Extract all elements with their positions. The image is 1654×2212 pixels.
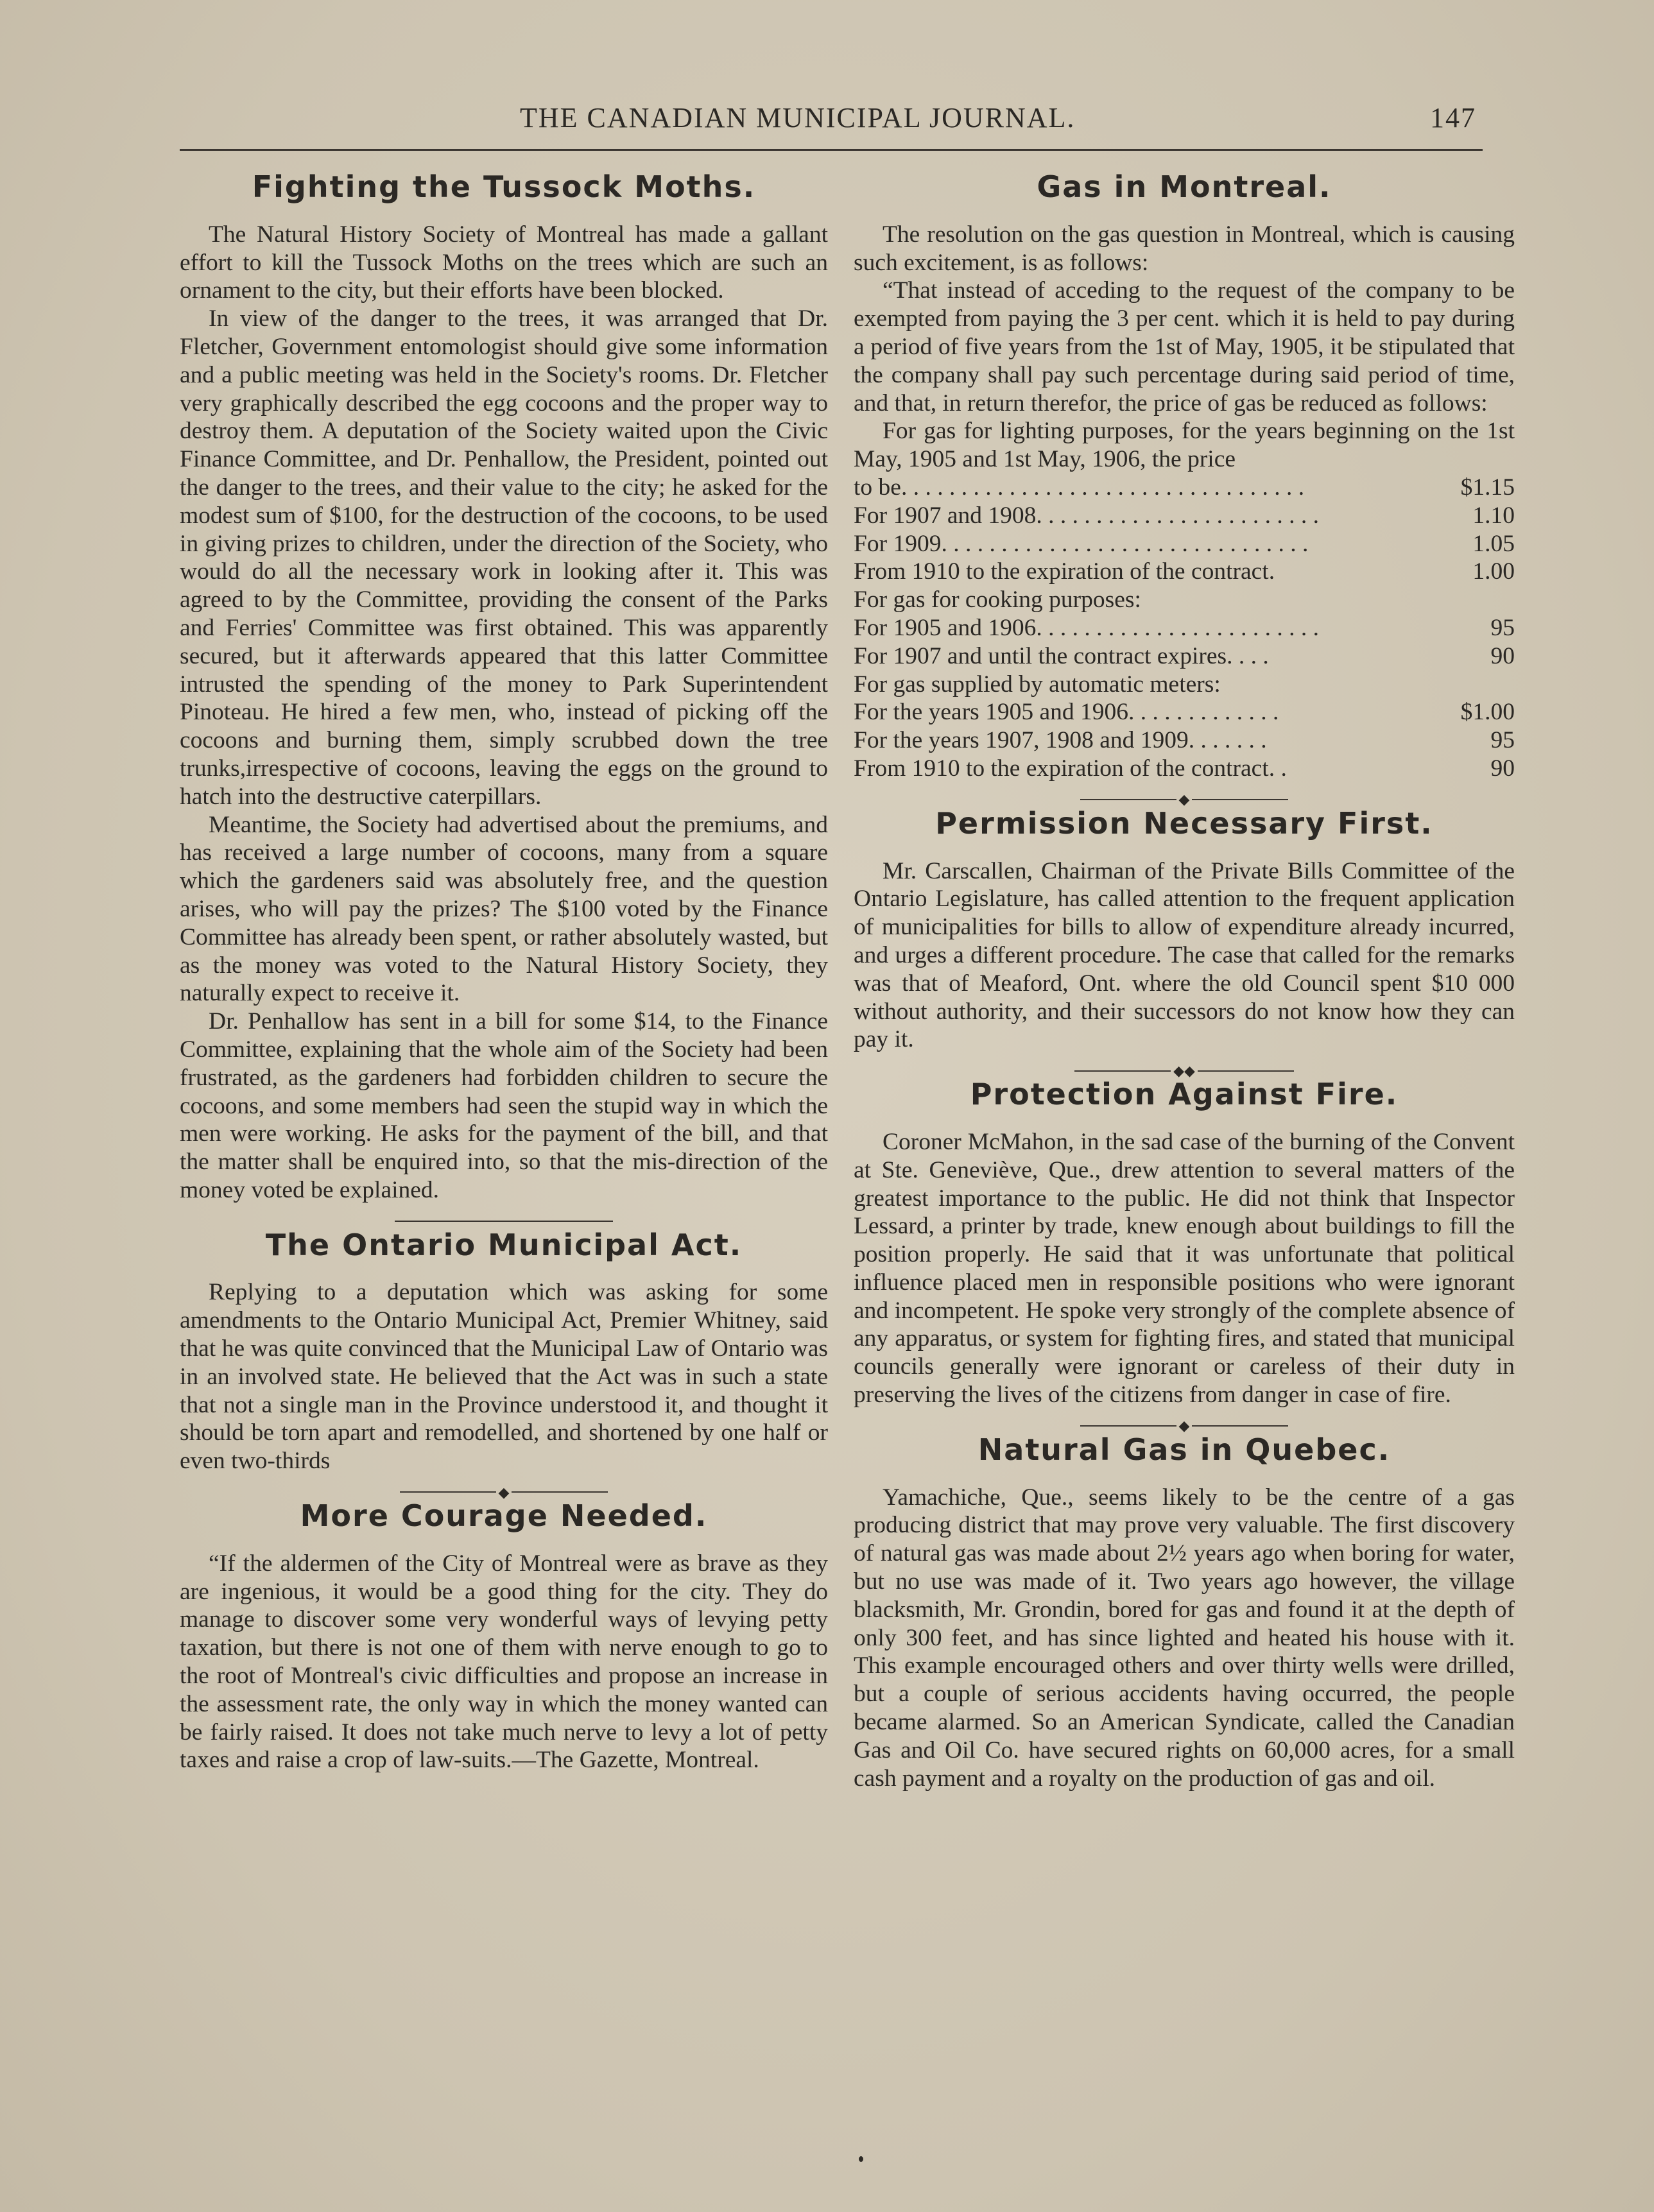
rate-row — [854, 558, 1515, 586]
rate-row — [854, 614, 1515, 642]
rate-value: $1.15 — [1460, 474, 1515, 501]
article-title-courage: More Courage Needed. — [300, 1498, 708, 1534]
rate-label: For 1909. . . . . . . . . . . . . . . . . . . . . . . . . . . . . . . — [854, 530, 1309, 557]
rate-label: For 1907 and 1908. . . . . . . . . . . . . . . . . . . . . . . . — [854, 502, 1319, 529]
rate-label: For the years 1907, 1908 and 1909. . . . . . . — [854, 727, 1267, 754]
rate-row — [854, 726, 1515, 755]
article-title-permission: Permission Necessary First. — [935, 805, 1433, 841]
rate-row — [854, 474, 1515, 502]
paragraph: Dr. Penhallow has sent in a bill for some $14, to the Finance Committee, explaining that the whole aim of the Society had been frustrated, as the gardeners had forbidden children to secure the cocoons, and some members had seen the stupid way in which the men were working. He asks for the payment of the bill, and that the matter shall be enquired into, so that the mis-direction of the money voted be explained. — [180, 1008, 828, 1203]
rate-label: From 1910 to the expiration of the contract. . — [854, 755, 1287, 782]
rate-row — [854, 642, 1515, 671]
rate-label: For 1905 and 1906. . . . . . . . . . . . . . . . . . . . . . . . — [854, 614, 1319, 641]
paragraph: Coroner McMahon, in the sad case of the burning of the Convent at Ste. Geneviève, Que., drew attention to several matters of the greatest importance to the public. He did not think that Inspector Lessard, a printer by trade, knew enough about buildings to fill the position properly. He said that it was unfortunate that political influence placed men in responsible positions who were ignorant and incompetent. He spoke very strongly of the complete absence of any apparatus, or system for fighting fires, and stated that municipal councils generally were ignorant or careless of their duty in preserving the lives of the citizens from danger in case of fire. — [854, 1128, 1515, 1409]
article-title-natural-gas: Natural Gas in Quebec. — [978, 1432, 1391, 1467]
rate-value — [1508, 586, 1515, 614]
paragraph: Mr. Carscallen, Chairman of the Private Bills Committee of the Ontario Legislature, has called attention to the frequent application of municipalities for bills to allow of expenditure already incurred, and urges a different procedure. The case that called for the remarks was that of Meaford, Ont. where the old Council spent $10 000 without authority, and their successors do not know how they can pay it. — [854, 857, 1515, 1053]
rate-row — [854, 671, 1515, 699]
paragraph: For gas for lighting purposes, for the years beginning on the 1st May, 1905 and 1st May, 1906, the price — [854, 418, 1515, 473]
rate-label: For the years 1905 and 1906. . . . . . . . . . . . . — [854, 699, 1279, 726]
article-title-ontario: The Ontario Municipal Act. — [265, 1227, 743, 1262]
rate-value: 95 — [1490, 614, 1515, 641]
rate-value: 90 — [1490, 755, 1515, 782]
paragraph: In view of the danger to the trees, it was arranged that Dr. Fletcher, Government entomologist should give some information and a public meeting was held in the Society's rooms. Dr. Fletcher very graphically described the egg cocoons and the proper way to destroy them. A deputation of the Society waited upon the Civic Finance Committee, and Dr. Penhallow, the President, pointed out the danger to the trees, and their value to the city; he asked for the modest sum of $100, for the destruction of the cocoons, to be used in giving prizes to children, under the direction of the Society, who would do all the necessary work in looking after it. This was agreed to by the Committee, providing the consent of the Parks and Ferries' Committee was first obtained. This was apparently secured, but it afterwards appeared that this latter Committee intrusted the spending of the money to Park Superintendent Pinoteau. He hired a few men, who, instead of picking off the cocoons and burning them, simply scrubbed down the tree trunks,irrespective of cocoons, leaving the eggs on the ground to hatch into the destructive caterpillars. — [180, 305, 828, 810]
ink-speck — [859, 2156, 863, 2162]
rate-row — [854, 530, 1515, 558]
section-ornament — [180, 1206, 828, 1222]
paragraph: Meantime, the Society had advertised about the premiums, and has received a large number of cocoons, many from a square which the gardeners said was absolutely free, and the question arises, who will pay the prizes? The $100 voted by the Finance Committee has already been spent, or rather absolutely wasted, but as the money was voted to the Natural History Society, they naturally expect to receive it. — [180, 811, 828, 1007]
section-ornament: ◆ — [854, 1410, 1515, 1427]
right-column — [854, 169, 1515, 1792]
rate-value: 95 — [1490, 727, 1515, 754]
article-title-tussock: Fighting the Tussock Moths. — [252, 169, 756, 204]
article-title-fire: Protection Against Fire. — [970, 1077, 1399, 1112]
rate-value: 1.00 — [1472, 558, 1515, 585]
rate-value: 1.05 — [1472, 530, 1515, 557]
rate-value — [1508, 671, 1515, 699]
section-ornament: ◆ — [180, 1477, 828, 1493]
rate-label: For 1907 and until the contract expires. . . . — [854, 642, 1269, 669]
page-number: 147 — [1430, 102, 1476, 133]
left-column — [180, 169, 828, 1774]
paragraph: The resolution on the gas question in Montreal, which is causing such excitement, is as follows: — [854, 221, 1515, 276]
section-ornament: ◆ — [854, 784, 1515, 801]
running-head — [180, 96, 1476, 141]
rate-label: to be. . . . . . . . . . . . . . . . . . . . . . . . . . . . . . . . . . — [854, 474, 1305, 501]
rate-row — [854, 586, 1515, 614]
rate-row — [854, 502, 1515, 530]
paragraph: Replying to a deputation which was asking for some amendments to the Ontario Municipal Act, Premier Whitney, said that he was quite convinced that the Municipal Law of Ontario was in an involved state. He believed that the Act was in such a state that not a single man in the Province understood it, and thought it should be torn apart and remodelled, and shortened by one half or even two-thirds — [180, 1279, 828, 1475]
paragraph: The Natural History Society of Montreal has made a gallant effort to kill the Tussock Moths on the trees which are such an ornament to the city, but their efforts have been blocked. — [180, 221, 828, 304]
header-rule — [180, 149, 1483, 151]
rate-row — [854, 755, 1515, 783]
rate-label: From 1910 to the expiration of the contract. — [854, 558, 1275, 585]
rate-value: 90 — [1490, 642, 1515, 669]
paragraph: “That instead of acceding to the request of the company to be exempted from paying the 3 per cent. which it is held to pay during a period of five years from the 1st of May, 1905, it be stipulated that the company shall pay such percentage during said period of time, and that, in return therefor, the price of gas be reduced as follows: — [854, 277, 1515, 416]
paragraph: “If the aldermen of the City of Montreal were as brave as they are ingenious, it would be a good thing for the city. They do manage to discover some very wonderful ways of levying petty taxation, but there is not one of them with nerve enough to go to the root of Montreal's civic difficulties and propose an increase in the assessment rate, the only way in which the money wanted can be fairly raised. It does not take much nerve to levy a lot of petty taxes and raise a crop of law-suits.—The Gazette, Montreal. — [180, 1550, 828, 1774]
rate-label: For gas for cooking purposes: — [854, 587, 1141, 613]
rate-value: 1.10 — [1472, 502, 1515, 529]
rate-row — [854, 698, 1515, 726]
journal-title: THE CANADIAN MUNICIPAL JOURNAL. — [520, 102, 1076, 133]
rate-label: For gas supplied by automatic meters: — [854, 671, 1221, 698]
paragraph: Yamachiche, Que., seems likely to be the centre of a gas producing district that may prove very valuable. The first discovery of natural gas was made about 2½ years ago when boring for water, but no use was made of it. Two years ago however, the village blacksmith, Mr. Grondin, bored for gas and found it at the depth of only 300 feet, and has since lighted and heated his house with it. This example encouraged others and over thirty wells were drilled, but a couple of serious accidents having occurred, the people became alarmed. So an American Syndicate, called the Canadian Gas and Oil Co. have secured rights on 60,000 acres, for a small cash payment and a royalty on the production of gas and oil. — [854, 1484, 1515, 1792]
article-title-gas: Gas in Montreal. — [1037, 169, 1332, 204]
rate-value: $1.00 — [1460, 699, 1515, 726]
section-ornament: ◆◆ — [854, 1055, 1515, 1072]
